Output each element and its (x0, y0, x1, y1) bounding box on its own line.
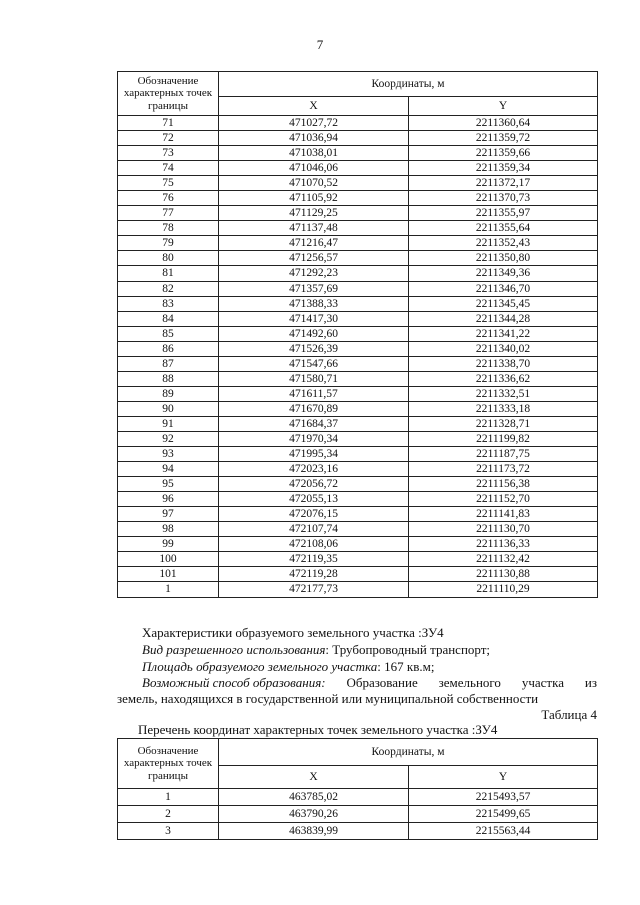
y-coordinate-cell: 2211328,71 (409, 416, 598, 431)
y-coordinate-cell: 2211359,72 (409, 131, 598, 146)
table-row (118, 431, 598, 446)
table-row (118, 789, 598, 806)
coordinates-header: Координаты, м (219, 72, 598, 97)
y-coordinate-cell: 2211372,17 (409, 176, 598, 191)
x-coordinate-cell: 471027,72 (219, 116, 409, 131)
y-coordinate-cell: 2211332,51 (409, 386, 598, 401)
table-row (118, 462, 598, 477)
x-coordinate-cell: 471970,34 (219, 431, 409, 446)
point-number-cell: 96 (118, 492, 219, 507)
table-row (118, 281, 598, 296)
x-column-header: X (219, 97, 409, 116)
table-row (118, 582, 598, 597)
y-coordinate-cell: 2211344,28 (409, 311, 598, 326)
x-coordinate-cell: 471070,52 (219, 176, 409, 191)
point-number-cell: 76 (118, 191, 219, 206)
x-coordinate-cell: 471038,01 (219, 146, 409, 161)
x-coordinate-cell: 471036,94 (219, 131, 409, 146)
y-coordinate-cell: 2211355,64 (409, 221, 598, 236)
point-number-cell: 3 (118, 823, 219, 840)
point-number-cell: 100 (118, 552, 219, 567)
point-number-cell: 1 (118, 582, 219, 597)
table-header-row (118, 739, 598, 766)
y-coordinate-cell: 2211132,42 (409, 552, 598, 567)
point-number-cell: 93 (118, 447, 219, 462)
method-word: участка (521, 675, 564, 690)
point-number-cell: 72 (118, 131, 219, 146)
x-coordinate-cell: 471388,33 (219, 296, 409, 311)
y-coordinate-cell: 2215563,44 (409, 823, 598, 840)
method-continuation: земель, находящихся в государственной или муниципальной собственности (117, 691, 539, 706)
table-row (118, 176, 598, 191)
point-number-cell: 81 (118, 266, 219, 281)
point-number-cell: 98 (118, 522, 219, 537)
method-label: Возможный способ образования: (142, 675, 326, 690)
point-number-cell: 83 (118, 296, 219, 311)
point-number-cell: 94 (118, 462, 219, 477)
y-coordinate-cell: 2211346,70 (409, 281, 598, 296)
designation-header: Обозначение характерных точек границы (118, 72, 219, 116)
table-row (118, 371, 598, 386)
table-row (118, 356, 598, 371)
table-row (118, 266, 598, 281)
table-row (118, 341, 598, 356)
y-coordinate-cell: 2211360,64 (409, 116, 598, 131)
coordinates-header: Координаты, м (219, 739, 598, 766)
point-number-cell: 1 (118, 789, 219, 806)
point-number-cell: 87 (118, 356, 219, 371)
point-number-cell: 71 (118, 116, 219, 131)
y-column-header: Y (409, 766, 598, 789)
x-coordinate-cell: 471046,06 (219, 161, 409, 176)
x-coordinate-cell: 471547,66 (219, 356, 409, 371)
y-coordinate-cell: 2211345,45 (409, 296, 598, 311)
x-coordinate-cell: 463785,02 (219, 789, 409, 806)
table-row (118, 221, 598, 236)
x-coordinate-cell: 463839,99 (219, 823, 409, 840)
table-row (118, 507, 598, 522)
y-coordinate-cell: 2211352,43 (409, 236, 598, 251)
y-column-header: Y (409, 97, 598, 116)
x-coordinate-cell: 472119,35 (219, 552, 409, 567)
table-row (118, 522, 598, 537)
x-coordinate-cell: 471129,25 (219, 206, 409, 221)
table-row (118, 401, 598, 416)
usage-line (142, 642, 490, 658)
x-coordinate-cell: 471580,71 (219, 371, 409, 386)
table-row (118, 251, 598, 266)
y-coordinate-cell: 2211130,88 (409, 567, 598, 582)
point-number-cell: 101 (118, 567, 219, 582)
point-number-cell: 92 (118, 431, 219, 446)
y-coordinate-cell: 2211173,72 (409, 462, 598, 477)
x-coordinate-cell: 471611,57 (219, 386, 409, 401)
point-number-cell: 86 (118, 341, 219, 356)
y-coordinate-cell: 2211338,70 (409, 356, 598, 371)
y-coordinate-cell: 2211350,80 (409, 251, 598, 266)
point-number-cell: 90 (118, 401, 219, 416)
x-coordinate-cell: 463790,26 (219, 806, 409, 823)
table-row (118, 116, 598, 131)
x-coordinate-cell: 471492,60 (219, 326, 409, 341)
table-row (118, 161, 598, 176)
point-number-cell: 97 (118, 507, 219, 522)
y-coordinate-cell: 2211336,62 (409, 371, 598, 386)
method-word: земельного (438, 675, 501, 690)
y-coordinate-cell: 2211355,97 (409, 206, 598, 221)
x-coordinate-cell: 472056,72 (219, 477, 409, 492)
table-row (118, 567, 598, 582)
point-number-cell: 78 (118, 221, 219, 236)
y-coordinate-cell: 2211341,22 (409, 326, 598, 341)
table-row (118, 823, 598, 840)
usage-label: Вид разрешенного использования (142, 642, 326, 657)
y-coordinate-cell: 2211199,82 (409, 431, 598, 446)
coordinates-table-zu4 (117, 738, 598, 840)
x-coordinate-cell: 471526,39 (219, 341, 409, 356)
table-row (118, 492, 598, 507)
y-coordinate-cell: 2211141,83 (409, 507, 598, 522)
table-row (118, 386, 598, 401)
x-column-header: X (219, 766, 409, 789)
point-number-cell: 75 (118, 176, 219, 191)
x-coordinate-cell: 471216,47 (219, 236, 409, 251)
x-coordinate-cell: 471684,37 (219, 416, 409, 431)
table-row (118, 131, 598, 146)
y-coordinate-cell: 2211187,75 (409, 447, 598, 462)
x-coordinate-cell: 472055,13 (219, 492, 409, 507)
y-coordinate-cell: 2211152,70 (409, 492, 598, 507)
x-coordinate-cell: 472119,28 (219, 567, 409, 582)
point-number-cell: 77 (118, 206, 219, 221)
coordinates-table-zu3 (117, 71, 598, 598)
method-word: Образование (346, 675, 418, 690)
table-header-row (118, 72, 598, 97)
point-number-cell: 79 (118, 236, 219, 251)
designation-header: Обозначение характерных точек границы (118, 739, 219, 789)
table-row (118, 146, 598, 161)
method-line (142, 675, 597, 691)
usage-value: : Трубопроводный транспорт; (325, 642, 491, 657)
x-coordinate-cell: 471995,34 (219, 447, 409, 462)
point-number-cell: 85 (118, 326, 219, 341)
y-coordinate-cell: 2211156,38 (409, 477, 598, 492)
table-row (118, 326, 598, 341)
table-row (118, 311, 598, 326)
table-title: Перечень координат характерных точек земельного участка :ЗУ4 (138, 722, 498, 737)
area-label: Площадь образуемого земельного участка (142, 659, 378, 674)
y-coordinate-cell: 2211130,70 (409, 522, 598, 537)
table-row (118, 806, 598, 823)
area-value: : 167 кв.м; (377, 659, 435, 674)
method-word: из (584, 675, 597, 690)
table-row (118, 552, 598, 567)
point-number-cell: 2 (118, 806, 219, 823)
x-coordinate-cell: 472108,06 (219, 537, 409, 552)
point-number-cell: 84 (118, 311, 219, 326)
x-coordinate-cell: 471670,89 (219, 401, 409, 416)
y-coordinate-cell: 2211349,36 (409, 266, 598, 281)
area-line (142, 659, 434, 675)
point-number-cell: 88 (118, 371, 219, 386)
x-coordinate-cell: 471137,48 (219, 221, 409, 236)
page-number: 7 (316, 37, 324, 52)
y-coordinate-cell: 2211359,34 (409, 161, 598, 176)
x-coordinate-cell: 472076,15 (219, 507, 409, 522)
y-coordinate-cell: 2215493,57 (409, 789, 598, 806)
point-number-cell: 73 (118, 146, 219, 161)
x-coordinate-cell: 471105,92 (219, 191, 409, 206)
point-number-cell: 95 (118, 477, 219, 492)
x-coordinate-cell: 472107,74 (219, 522, 409, 537)
table-row (118, 416, 598, 431)
y-coordinate-cell: 2211359,66 (409, 146, 598, 161)
table-row (118, 296, 598, 311)
table-row (118, 206, 598, 221)
point-number-cell: 99 (118, 537, 219, 552)
y-coordinate-cell: 2211340,02 (409, 341, 598, 356)
x-coordinate-cell: 471256,57 (219, 251, 409, 266)
characteristics-heading: Характеристики образуемого земельного участка :ЗУ4 (142, 625, 444, 640)
y-coordinate-cell: 2211110,29 (409, 582, 598, 597)
x-coordinate-cell: 471417,30 (219, 311, 409, 326)
point-number-cell: 91 (118, 416, 219, 431)
table-row (118, 236, 598, 251)
table-row (118, 477, 598, 492)
point-number-cell: 74 (118, 161, 219, 176)
table-row (118, 447, 598, 462)
x-coordinate-cell: 471292,23 (219, 266, 409, 281)
x-coordinate-cell: 471357,69 (219, 281, 409, 296)
point-number-cell: 82 (118, 281, 219, 296)
table-row (118, 191, 598, 206)
table-row (118, 537, 598, 552)
y-coordinate-cell: 2211370,73 (409, 191, 598, 206)
point-number-cell: 89 (118, 386, 219, 401)
y-coordinate-cell: 2211136,33 (409, 537, 598, 552)
x-coordinate-cell: 472177,73 (219, 582, 409, 597)
table-number-label: Таблица 4 (541, 707, 597, 722)
x-coordinate-cell: 472023,16 (219, 462, 409, 477)
y-coordinate-cell: 2211333,18 (409, 401, 598, 416)
point-number-cell: 80 (118, 251, 219, 266)
y-coordinate-cell: 2215499,65 (409, 806, 598, 823)
